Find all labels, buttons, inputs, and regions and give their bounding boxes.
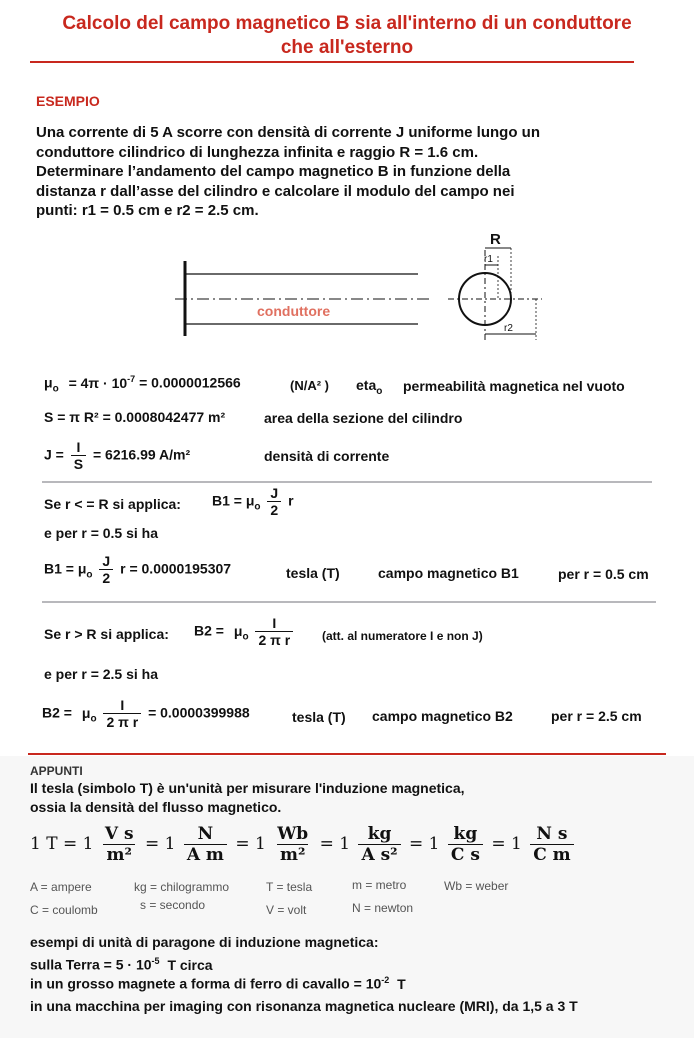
legend-item: kg = chilogrammo (134, 880, 230, 894)
label-r1: r1 (484, 254, 493, 265)
earth-tail: T circa (167, 956, 213, 973)
b2-lhs: B2 = (194, 622, 224, 639)
example-line: Determinare l’andamento del campo magnetico B in funzione della (36, 163, 511, 180)
equiv-eq: = 1 (144, 834, 176, 854)
b2-calc-numerator: I (120, 697, 125, 713)
equiv-den: C s (448, 844, 483, 865)
b2-calc-denominator: 2 π r (103, 713, 141, 731)
tesla-equivalences (30, 824, 577, 865)
example-line: punti: r1 = 0.5 cm e r2 = 2.5 cm. (36, 202, 259, 219)
inside-condition: Se r < = R si applica: (44, 496, 181, 512)
earth-text: sulla Terra = 5 · 10 (30, 956, 152, 973)
equiv-num: N (197, 824, 214, 844)
current-density-formula (44, 439, 190, 473)
b2-formula (194, 615, 296, 649)
divider (42, 601, 656, 603)
equiv-fraction (274, 824, 311, 865)
area-description: area della sezione del cilindro (264, 410, 463, 426)
b2-denominator: 2 π r (255, 631, 293, 649)
earth-exp: -5 (151, 956, 160, 966)
b1-lhs: B1 = μ (212, 492, 255, 509)
appunti-heading: APPUNTI (30, 764, 83, 778)
equiv-fraction (184, 824, 227, 865)
equiv-den: A m (184, 844, 227, 865)
example-text (36, 123, 656, 221)
b1-numerator: J (270, 485, 279, 501)
equiv-eq: = 1 (235, 834, 266, 854)
legend-item: C = coulomb (30, 903, 98, 917)
b1-denominator: 2 (267, 501, 281, 519)
equiv-eq: = 1 (491, 834, 522, 854)
mu0-value: = 0.0000012566 (139, 374, 241, 391)
b2-note: (att. al numeratore I e non J) (322, 629, 483, 643)
appunti-line1: Il tesla (simbolo T) è un'unità per misurare l'induzione magnetica, (30, 780, 465, 796)
area-formula: S = π R² = 0.0008042477 m² (44, 409, 226, 425)
example-heading: ESEMPIO (36, 93, 100, 109)
equiv-num: N s (536, 824, 568, 844)
equiv-num: Wb (277, 824, 309, 844)
b2-description: campo magnetico B2 (372, 708, 513, 724)
b1-calc-numerator: J (102, 553, 111, 569)
equiv-fraction (530, 824, 573, 865)
equiv-num: V s (104, 824, 134, 844)
page-title-line1: Calcolo del campo magnetico B sia all'interno di un conduttore (62, 13, 632, 34)
inside-case-text: e per r = 0.5 si ha (44, 525, 159, 541)
example-earth (30, 956, 213, 973)
b2-calc-fraction (103, 697, 141, 731)
b2-calc-lhs: B2 = (42, 704, 72, 721)
b1-description: campo magnetico B1 (378, 565, 519, 581)
example-line: conduttore cilindrico di lunghezza infinita e raggio R = 1.6 cm. (36, 143, 479, 161)
magnet-tail: T (397, 975, 406, 992)
legend-item: V = volt (266, 903, 307, 917)
b1-calc-fraction (99, 553, 113, 587)
b2-calc-mu: μ (81, 704, 91, 721)
J-lhs: J = (44, 446, 64, 463)
b2-calculation (42, 697, 250, 731)
magnet-exp: -2 (381, 975, 390, 985)
magnet-text: in un grosso magnete a forma di ferro di cavallo = 10 (30, 975, 382, 992)
mu0-unit: (N/A² ) (290, 378, 329, 393)
appunti-rule (28, 753, 666, 755)
b1-value: = 0.0000195307 (129, 560, 232, 577)
mu0-eq: = 4π · 10 (68, 374, 128, 391)
conductor-label: conduttore (257, 303, 331, 319)
J-fraction (71, 439, 86, 473)
equiv-num: kg (453, 824, 478, 844)
equiv-num: kg (367, 824, 392, 844)
mu-sub: o (52, 383, 59, 395)
b1-unit: tesla (T) (286, 565, 340, 581)
eta-label (356, 377, 382, 397)
appunti-line2: ossia la densità del flusso magnetico. (30, 799, 282, 815)
b2-mu: μ (233, 622, 243, 639)
mu0-formula (44, 374, 241, 394)
b1-sub: o (254, 501, 261, 513)
equiv-eq: = 1 (319, 834, 351, 854)
b1-r: r (288, 492, 294, 509)
b1-fraction (267, 485, 281, 519)
equiv-den: C m (530, 844, 573, 865)
b2-calc-mu-sub: o (90, 713, 97, 725)
example-mri: in una macchina per imaging con risonanza magnetica nucleare (MRI), da 1,5 a 3 T (30, 998, 578, 1014)
title-underline (30, 61, 634, 63)
equiv-fraction (448, 824, 483, 865)
equiv-den: m² (103, 844, 134, 865)
examples-heading: esempi di unità di paragone di induzione magnetica: (30, 934, 379, 950)
legend-item: N = newton (352, 901, 414, 915)
b1-calc-sub: o (86, 569, 93, 581)
equiv-fraction (102, 824, 137, 865)
conductor-diagram (170, 228, 550, 340)
b1-formula (212, 485, 294, 519)
b2-numerator: I (272, 615, 277, 631)
example-line: Una corrente di 5 A scorre con densità di corrente J uniforme lungo un (36, 124, 540, 141)
legend-item: m = metro (352, 878, 407, 892)
outside-case-text: e per r = 2.5 si ha (44, 666, 159, 682)
b2-unit: tesla (T) (292, 709, 346, 725)
b1-calculation (44, 553, 231, 587)
eta-text: eta (356, 377, 377, 393)
equiv-den: m² (277, 844, 308, 865)
J-denominator: S (71, 455, 86, 473)
page-title-line2: che all'esterno (280, 37, 414, 58)
J-description: densità di corrente (264, 448, 390, 464)
example-magnet (30, 975, 406, 992)
label-R: R (490, 231, 501, 248)
outside-condition: Se r > R si applica: (44, 626, 169, 642)
J-numerator: I (76, 439, 81, 455)
mu-symbol: μ (44, 374, 53, 391)
eta-sub: o (376, 385, 383, 397)
mu0-description: permeabilità magnetica nel vuoto (403, 378, 625, 394)
legend-item: s = secondo (140, 898, 206, 912)
b1-calc-r: r (120, 560, 126, 577)
b2-mu-sub: o (242, 631, 249, 643)
J-value: = 6216.99 A/m² (92, 446, 191, 463)
b2-point: per r = 2.5 cm (551, 708, 642, 724)
equiv-fraction (358, 824, 400, 865)
legend-item: T = tesla (266, 880, 313, 894)
label-r2: r2 (504, 323, 513, 334)
mu0-exp: -7 (127, 374, 136, 384)
equiv-den: A s² (358, 844, 400, 865)
equiv-eq: = 1 (409, 834, 440, 854)
b1-point: per r = 0.5 cm (558, 566, 649, 582)
equiv-lead: 1 T = 1 (30, 834, 94, 854)
b1-calc-lhs: B1 = μ (44, 560, 87, 577)
b1-calc-denominator: 2 (99, 569, 113, 587)
b2-fraction (255, 615, 293, 649)
legend-item: A = ampere (30, 880, 92, 894)
b2-value: = 0.0000399988 (148, 704, 250, 721)
divider (42, 481, 652, 483)
legend-item: Wb = weber (444, 879, 509, 893)
example-line: distanza r dall’asse del cilindro e calcolare il modulo del campo nei (36, 182, 515, 200)
